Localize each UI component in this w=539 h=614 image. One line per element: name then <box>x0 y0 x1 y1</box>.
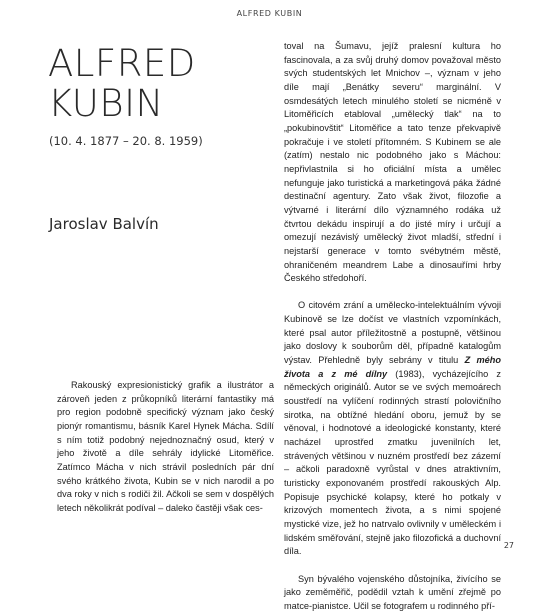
life-dates: (10. 4. 1877 – 20. 8. 1959) <box>49 134 203 148</box>
memoirs-text-start: O citovém zrání a umělecko-intelektuálním vývoji Kubinově se lze dočíst ve vlastních vzpomínkách, které psal autor příležitostně a postupně, většinou jako doslovy k souborům děl, případně katalogům výstav. Přehledně byly sebrány v titulu <box>284 300 501 366</box>
text-column-right <box>284 40 501 614</box>
paragraph-family: Syn bývalého vojenského důstojníka, živícího se jako zeměměřič, podědil vztah k umění zřejmě po matce-pianistce. Učil se fotografem u rodinného pří- <box>284 573 501 611</box>
author-name: Jaroslav Balvín <box>49 215 159 233</box>
paragraph-intro: Rakouský expresionistický grafik a ilustrátor a zároveň jeden z průkopníků literární fantastiky má pro region podobně specifický význam jako český pionýr romantismu, básník Karel Hynek Mácha. Sdílí s ním totiž podobný nejednoznačný osud, který v jeho životě a díle sehrály idylické Litoměřice. Zatímco Mácha v nich strávil posledních pár dní svého krátkého života, Kubin se v nich narodil a po dva roky v nich s rodiči žil. Ačkoli se sem v dospělých letech několikrát podíval – daleko častěji však ces- <box>57 380 274 513</box>
title-line-1: ALFRED <box>48 42 196 85</box>
memoirs-text-end: (1983), vycházejícího z německých originálů. Autor se ve svých memoárech soustředí na vylíčení rodinných strastí polovičního sirotka, na obtížné hledání oboru, jemuž by se věnoval, i hodnotové a ideologické konstanty, které nacházel uprostřed zmatku juvenilních let, strávených většinou v nuzném prostředí bez zázemí – ačkoli paradoxně vyrůstal v dnes atraktivním, turisticky exponovaném prostředí rakouských Alp. Popisuje psychické kolapsy, které ho potkaly v krizových momentech života, a s nimi spojené mystické vize, jež ho natrvalo ovlivnily v uměleckém i lidském směřování, stejně jako filozofická a duchovní díla. <box>284 368 501 557</box>
text-column-left <box>57 379 274 516</box>
paragraph-memoirs <box>284 299 501 558</box>
page-number: 27 <box>503 541 514 550</box>
article-title <box>48 44 268 124</box>
title-line-2: KUBIN <box>48 82 164 125</box>
running-head: ALFRED KUBIN <box>236 9 303 18</box>
paragraph-continued: toval na Šumavu, jejíž pralesní kultura ho fascinovala, a za svůj druhý domov považoval město svých studentských let Mnichov –, význam v jeho díle mají „Benátky severu“ marginální. V osmdesátých letech minulého století se nicméně v Litoměřicích etabloval „umělecký tlak“ na to „pokubinovštit“ Litoměřice a tato tenze překvapivě pokračuje i ve století přítomném. S Kubinem se ale (zatím) nestalo nic podobného jako s Máchou: nepřivlastnila si ho oficiální místa a umělec nefunguje jako turistická a marketingová páka žádné destinační agentury. Zato však život, filozofie a výtvarné i literární dílo významného rodáka už čtvrtou dekádu inspirují a do jisté míry i určují a omezují nezávislý umělecký život mladší, střední i nejstarší generace v tomto svébytném městě, ohraničeném meandrem Labe a dinosauřími hrby Českého středohoří. <box>284 41 501 284</box>
book-title: Z mého života a z mé dílny <box>284 355 502 379</box>
